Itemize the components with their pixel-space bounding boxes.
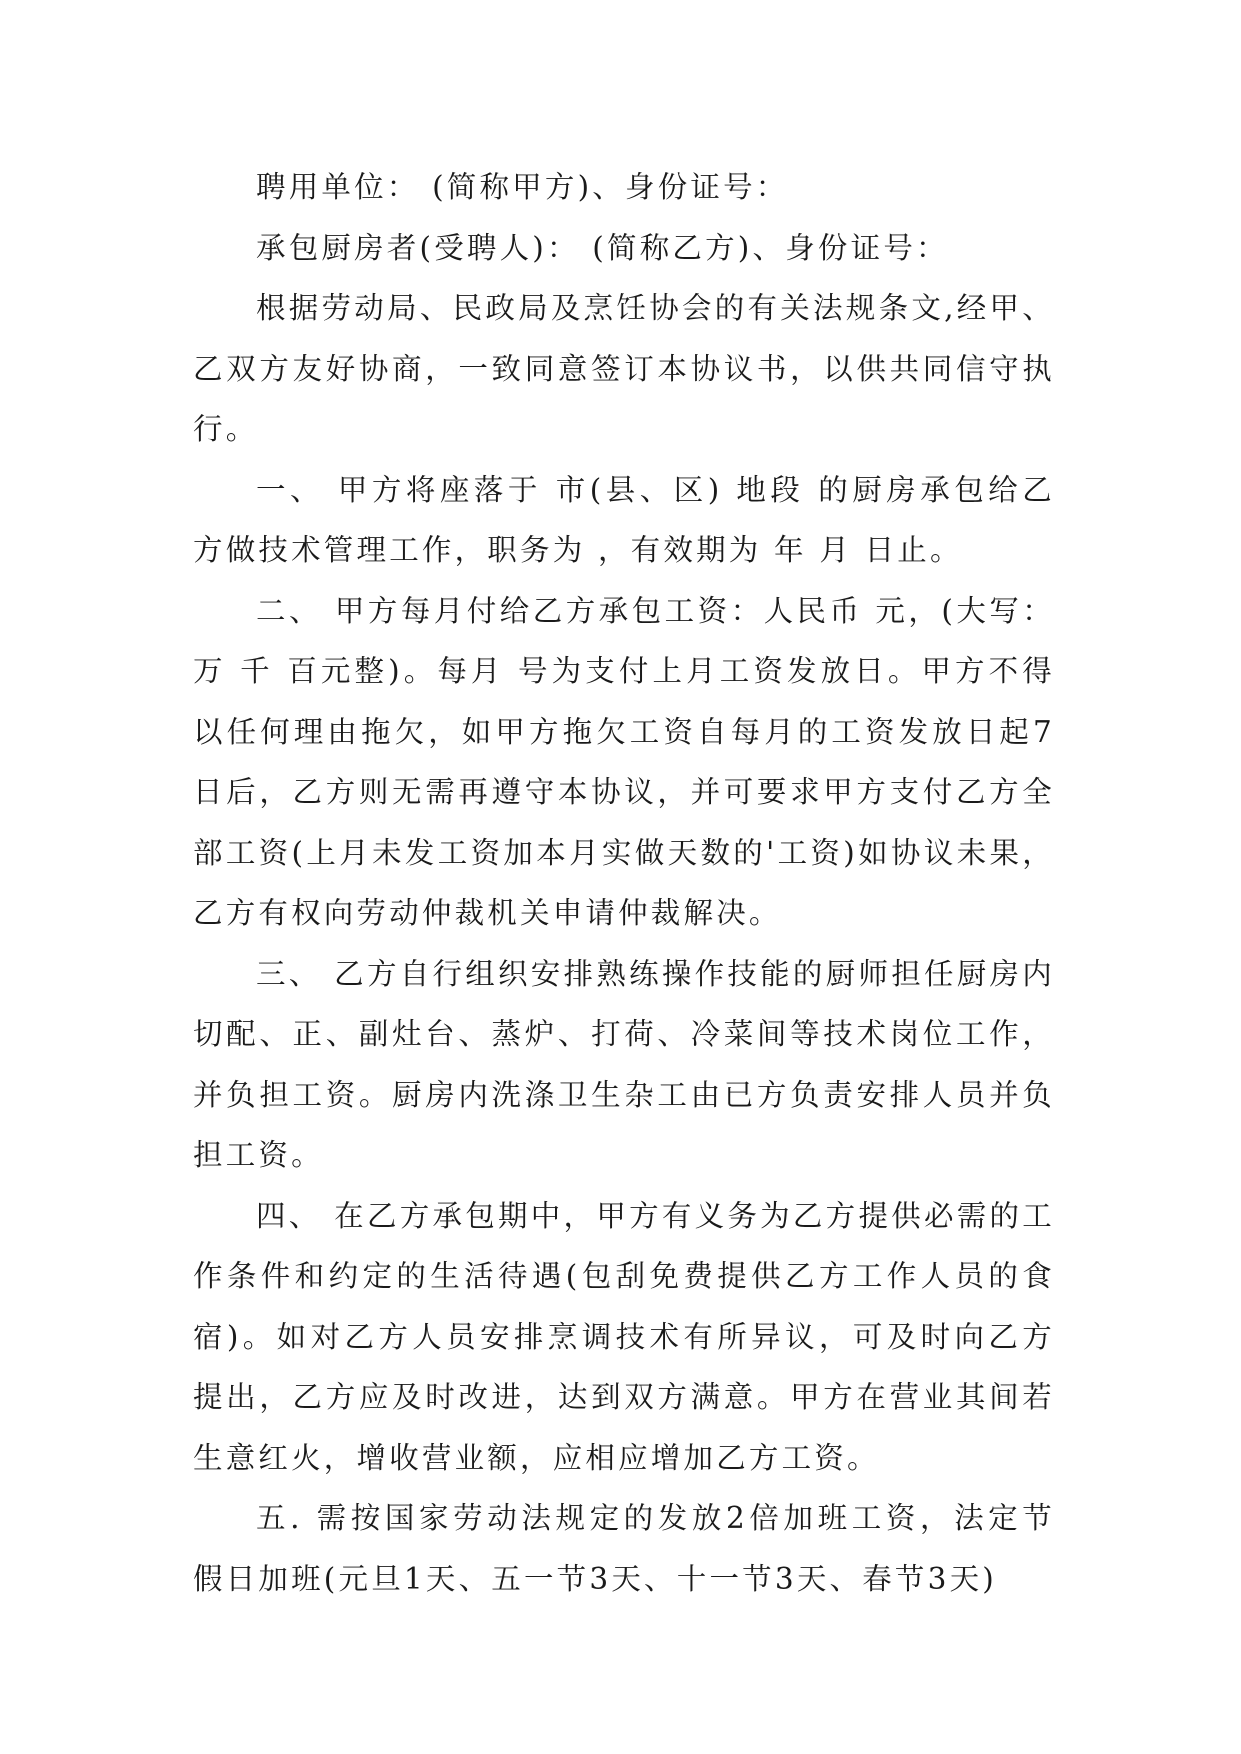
paragraph-clause-3: 三、 乙方自行组织安排熟练操作技能的厨师担任厨房内切配、正、副灶台、蒸炉、打荷、冷菜间等技术岗位工作，并负担工资。厨房内洗涤卫生杂工由已方负责安排人员并负担工资。 xyxy=(193,956,1055,1172)
paragraph-employer: 聘用单位： (简称甲方)、身份证号： xyxy=(256,170,789,204)
document-body xyxy=(193,157,1055,1609)
paragraph-contractor: 承包厨房者(受聘人)： (简称乙方)、身份证号： xyxy=(256,230,949,265)
paragraph-clause-1: 一、 甲方将座落于 市(县、区) 地段 的厨房承包给乙方做技术管理工作，职务为 ，有效期为 年 月 日止。 xyxy=(193,472,1055,567)
paragraph-clause-5: 五. 需按国家劳动法规定的发放2倍加班工资，法定节假日加班(元旦1天、五一节3天、十一节3天、春节3天) xyxy=(193,1501,1055,1596)
paragraph-clause-4: 四、 在乙方承包期中，甲方有义务为乙方提供必需的工作条件和约定的生活待遇(包刮免费提供乙方工作人员的食宿)。如对乙方人员安排烹调技术有所异议，可及时向乙方提出，乙方应及时改进，达到双方满意。甲方在营业其间若生意红火，增收营业额，应相应增加乙方工资。 xyxy=(193,1198,1055,1475)
paragraph-preamble: 根据劳动局、民政局及烹饪协会的有关法规条文,经甲、乙双方友好协商，一致同意签订本协议书，以供共同信守执行。 xyxy=(193,291,1055,446)
paragraph-clause-2: 二、 甲方每月付给乙方承包工资：人民币 元，(大写：万 千 百元整)。每月 号为支付上月工资发放日。甲方不得以任何理由拖欠，如甲方拖欠工资自每月的工资发放日起7日后，乙方则无需再遵守本协议，并可要求甲方支付乙方全部工资(上月未发工资加本月实做天数的'工资)如协议未果，乙方有权向劳动仲裁机关申请仲裁解决。 xyxy=(193,593,1055,930)
